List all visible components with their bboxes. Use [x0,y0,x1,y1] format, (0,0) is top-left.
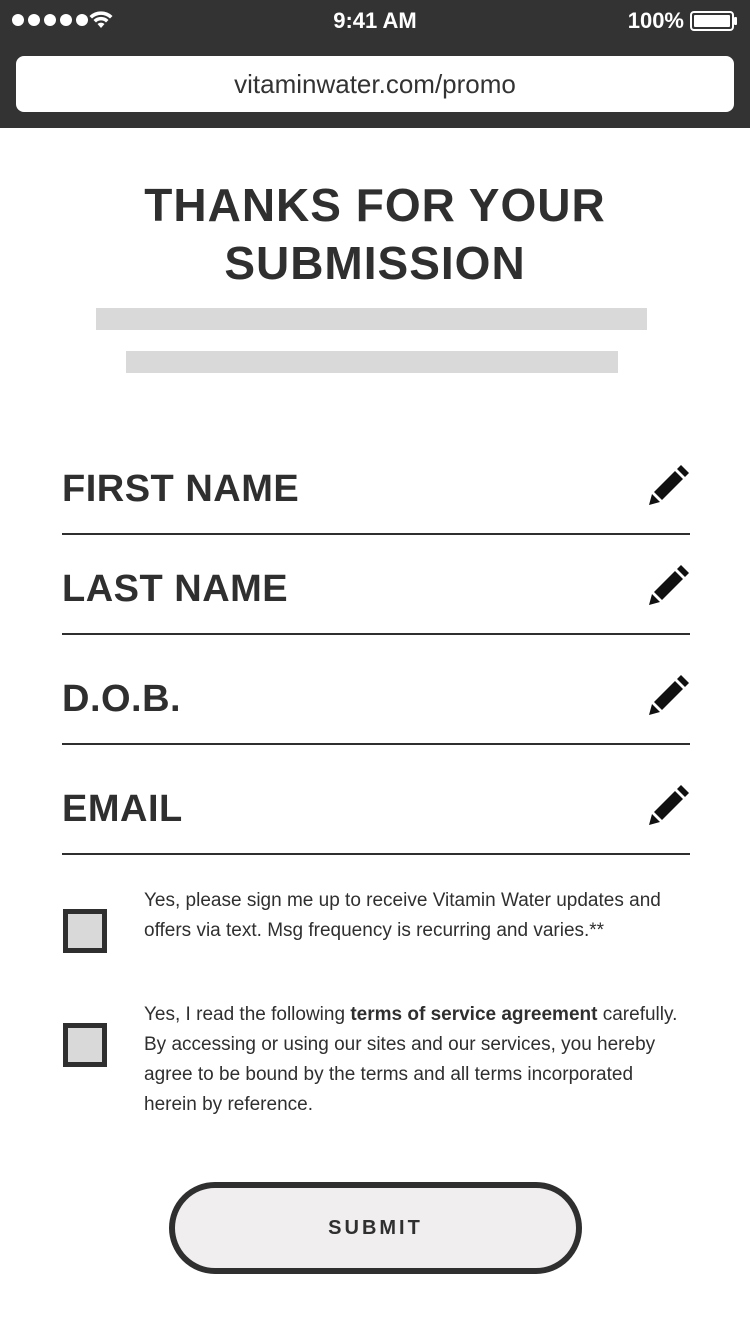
submit-button[interactable] [169,1182,582,1274]
tos-consent-prefix: Yes, I read the following [144,1004,351,1025]
sms-consent-text: Yes, please sign me up to receive Vitamin Water updates and offers via text. Msg frequency is recurring and varies.** [144,890,661,941]
last-name-field[interactable] [62,550,690,635]
pencil-icon[interactable] [646,784,690,828]
pencil-icon[interactable] [646,564,690,608]
page-title [100,176,650,292]
status-bar [0,0,750,128]
text-placeholder-bar [126,351,618,373]
pencil-icon[interactable] [646,464,690,508]
last-name-label: LAST NAME [62,568,289,610]
tos-consent-checkbox[interactable] [63,1023,107,1067]
submit-label: SUBMIT [328,1216,423,1239]
first-name-label: FIRST NAME [62,468,300,510]
battery-percentage: 100% [627,8,684,33]
tos-consent-text [144,1000,684,1120]
dob-field[interactable] [62,660,690,745]
email-field[interactable] [62,770,690,855]
page-title-line-2: SUBMISSION [224,237,526,289]
tos-link[interactable]: terms of service agreement [350,1004,598,1025]
status-time: 9:41 AM [333,8,417,33]
tos-consent-suffix: carefully. By accessing or using our sites and our services, you hereby agree to be bound by the terms and all terms incorporated herein by reference. [144,1004,678,1115]
pencil-icon[interactable] [646,674,690,718]
url-text: vitaminwater.com/promo [234,68,516,99]
dob-label: D.O.B. [62,678,182,720]
address-bar[interactable] [16,56,734,112]
sms-consent-checkbox[interactable] [63,909,107,953]
first-name-field[interactable] [62,450,690,535]
page-title-line-1: THANKS FOR YOUR [144,179,606,231]
email-label: EMAIL [62,788,183,830]
battery-icon [690,11,738,31]
text-placeholder-bar [96,308,647,330]
